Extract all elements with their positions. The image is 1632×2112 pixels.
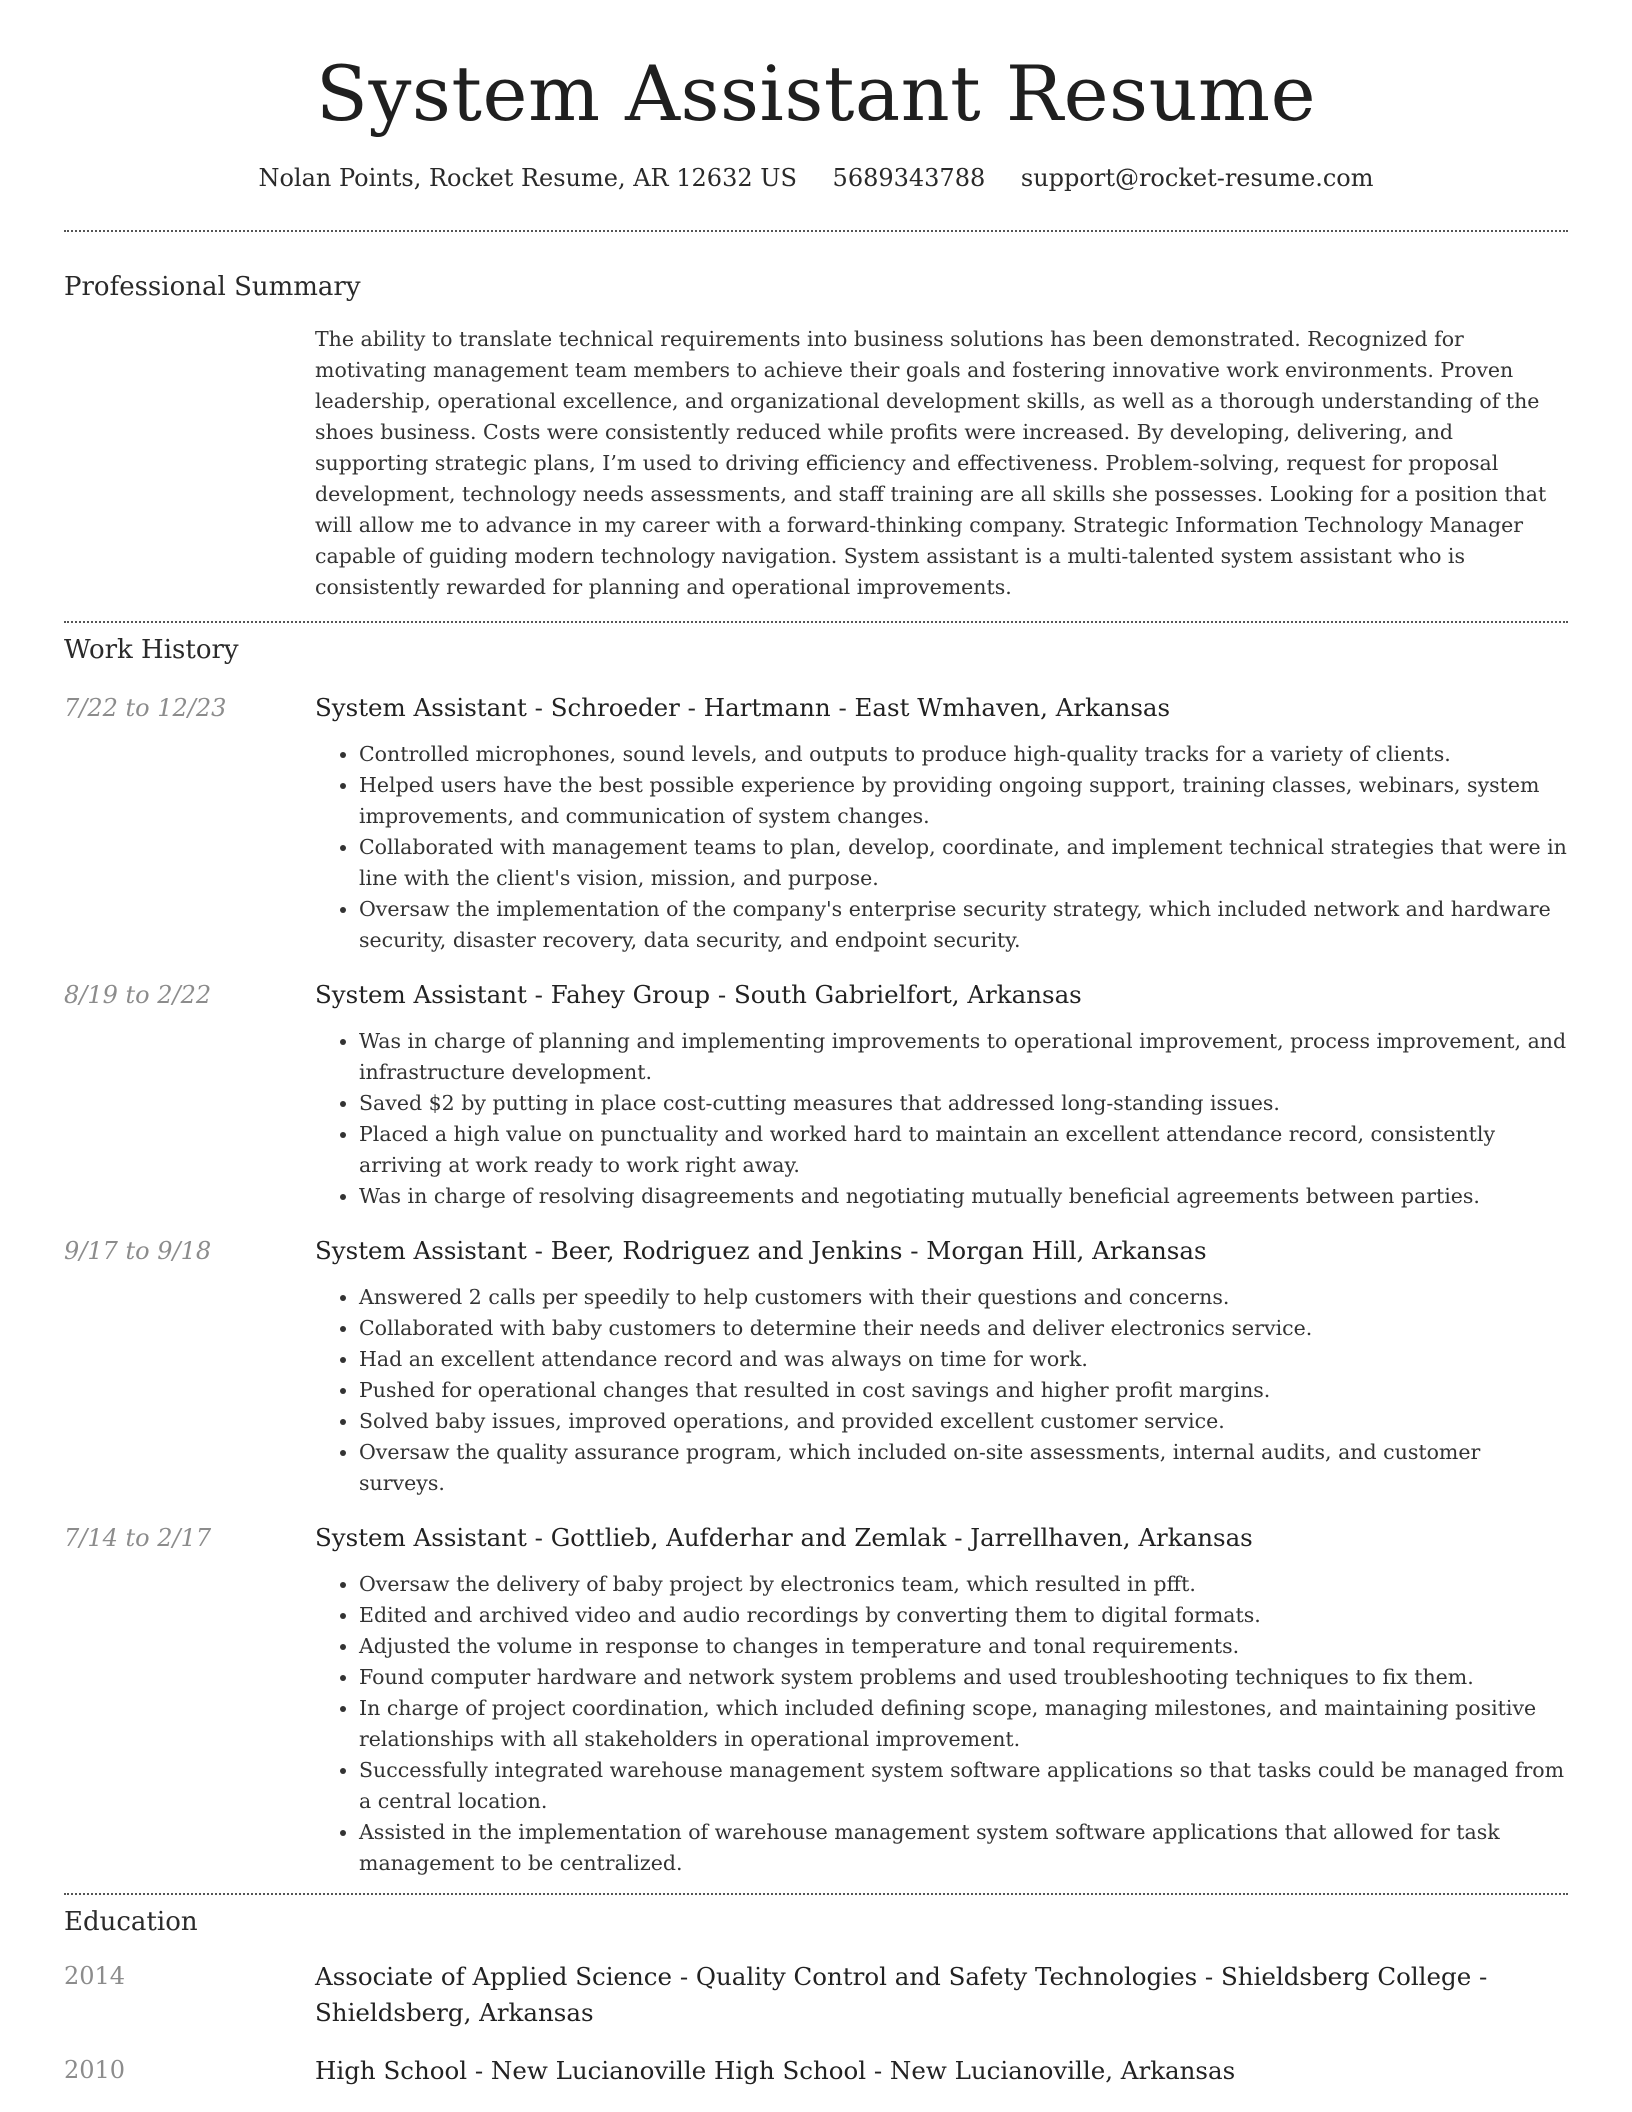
- education-degree: Associate of Applied Science - Quality Control and Safety Technologies - Shieldsberg College - Shieldsberg, Arkansas: [315, 1961, 1488, 2027]
- job-details: [315, 1234, 1568, 1499]
- job-title: System Assistant - Schroeder - Hartmann - East Wmhaven, Arkansas: [315, 692, 1171, 722]
- job-bullet: • Solved baby issues, improved operations, and provided excellent customer service.: [359, 1406, 1568, 1437]
- job-title: System Assistant - Fahey Group - South Gabrielfort, Arkansas: [315, 979, 1082, 1009]
- job-entry: [64, 978, 1568, 1212]
- job-bullet: • Was in charge of planning and implementing improvements to operational improvement, process improvement, and infrastructure development.: [359, 1026, 1568, 1088]
- job-bullet: • Oversaw the implementation of the company's enterprise security strategy, which included network and hardware security, disaster recovery, data security, and endpoint security.: [359, 894, 1568, 956]
- contact-line: [64, 164, 1568, 192]
- job-bullet: • Controlled microphones, sound levels, and outputs to produce high-quality tracks for a variety of clients.: [359, 739, 1568, 770]
- job-bullet: • Placed a high value on punctuality and worked hard to maintain an excellent attendance record, consistently arriving at work ready to work right away.: [359, 1119, 1568, 1181]
- job-bullet: • Pushed for operational changes that resulted in cost savings and higher profit margins.: [359, 1375, 1568, 1406]
- job-entry: [64, 1234, 1568, 1499]
- job-details: [315, 691, 1568, 956]
- section-divider: [64, 621, 1568, 623]
- section-divider: [64, 230, 1568, 232]
- job-bullets: [315, 1026, 1568, 1212]
- education-entry: [64, 2053, 1568, 2089]
- job-bullet: • In charge of project coordination, which included defining scope, managing milestones, and maintaining positive relationships with all stakeholders in operational improvement.: [359, 1693, 1568, 1755]
- job-title: System Assistant - Gottlieb, Aufderhar and Zemlak - Jarrellhaven, Arkansas: [315, 1522, 1253, 1552]
- job-bullet: • Edited and archived video and audio recordings by converting them to digital formats.: [359, 1600, 1568, 1631]
- education-year: 2014: [64, 1961, 126, 1990]
- job-bullet: • Oversaw the delivery of baby project by electronics team, which resulted in pfft.: [359, 1569, 1568, 1600]
- contact-phone: 5689343788: [832, 163, 986, 192]
- job-bullet: • Found computer hardware and network system problems and used troubleshooting techniques to fix them.: [359, 1662, 1568, 1693]
- job-entry: [64, 1521, 1568, 1879]
- job-bullet: • Had an excellent attendance record and was always on time for work.: [359, 1344, 1568, 1375]
- job-dates: 7/22 to 12/23: [64, 693, 227, 722]
- summary-text: The ability to translate technical requirements into business solutions has been demonstrated. Recognized for motivating management team members to achieve their goals and fostering innovative work environments. Proven leadership, operational excellence, and organizational development skills, as well as a thorough understanding of the shoes business. Costs were consistently reduced while profits were increased. By developing, delivering, and supporting strategic plans, I’m used to driving efficiency and effectiveness. Problem-solving, request for proposal development, technology needs assessments, and staff training are all skills she possesses. Looking for a position that will allow me to advance in my career with a forward-thinking company. Strategic Information Technology Manager capable of guiding modern technology navigation. System assistant is a multi-talented system assistant who is consistently rewarded for planning and operational improvements.: [315, 326, 1547, 599]
- job-bullets: [315, 1569, 1568, 1879]
- job-bullet: • Was in charge of resolving disagreements and negotiating mutually beneficial agreements between parties.: [359, 1181, 1568, 1212]
- resume-title: System Assistant Resume: [315, 49, 1317, 138]
- contact-email: support@rocket-resume.com: [1020, 163, 1374, 192]
- education-year: 2010: [64, 2055, 126, 2084]
- job-bullet: • Collaborated with management teams to plan, develop, coordinate, and implement technical strategies that were in line with the client's vision, mission, and purpose.: [359, 832, 1568, 894]
- job-dates: 7/14 to 2/17: [64, 1523, 212, 1552]
- job-bullet: • Assisted in the implementation of warehouse management system software applications that allowed for task management to be centralized.: [359, 1817, 1568, 1879]
- job-bullet: • Answered 2 calls per speedily to help customers with their questions and concerns.: [359, 1282, 1568, 1313]
- job-details: [315, 1521, 1568, 1879]
- job-bullets: [315, 1282, 1568, 1499]
- summary-heading: Professional Summary: [64, 271, 361, 302]
- contact-address: Nolan Points, Rocket Resume, AR 12632 US: [258, 163, 797, 192]
- job-dates: 9/17 to 9/18: [64, 1236, 212, 1265]
- section-divider: [64, 1893, 1568, 1895]
- job-bullets: [315, 739, 1568, 956]
- job-bullet: • Saved $2 by putting in place cost-cutting measures that addressed long-standing issues.: [359, 1088, 1568, 1119]
- job-bullet: • Adjusted the volume in response to changes in temperature and tonal requirements.: [359, 1631, 1568, 1662]
- job-bullet: • Helped users have the best possible experience by providing ongoing support, training classes, webinars, system improvements, and communication of system changes.: [359, 770, 1568, 832]
- job-dates: 8/19 to 2/22: [64, 980, 212, 1009]
- job-entry: [64, 691, 1568, 956]
- job-title: System Assistant - Beer, Rodriguez and Jenkins - Morgan Hill, Arkansas: [315, 1235, 1207, 1265]
- job-details: [315, 978, 1568, 1212]
- education-degree: High School - New Lucianoville High School - New Lucianoville, Arkansas: [315, 2055, 1236, 2085]
- job-bullet: • Collaborated with baby customers to determine their needs and deliver electronics service.: [359, 1313, 1568, 1344]
- job-bullet: • Successfully integrated warehouse management system software applications so that tasks could be managed from a central location.: [359, 1755, 1568, 1817]
- education-heading: Education: [64, 1906, 198, 1937]
- job-bullet: • Oversaw the quality assurance program, which included on-site assessments, internal audits, and customer surveys.: [359, 1437, 1568, 1499]
- work-history-heading: Work History: [64, 634, 239, 665]
- education-entry: [64, 1959, 1568, 2031]
